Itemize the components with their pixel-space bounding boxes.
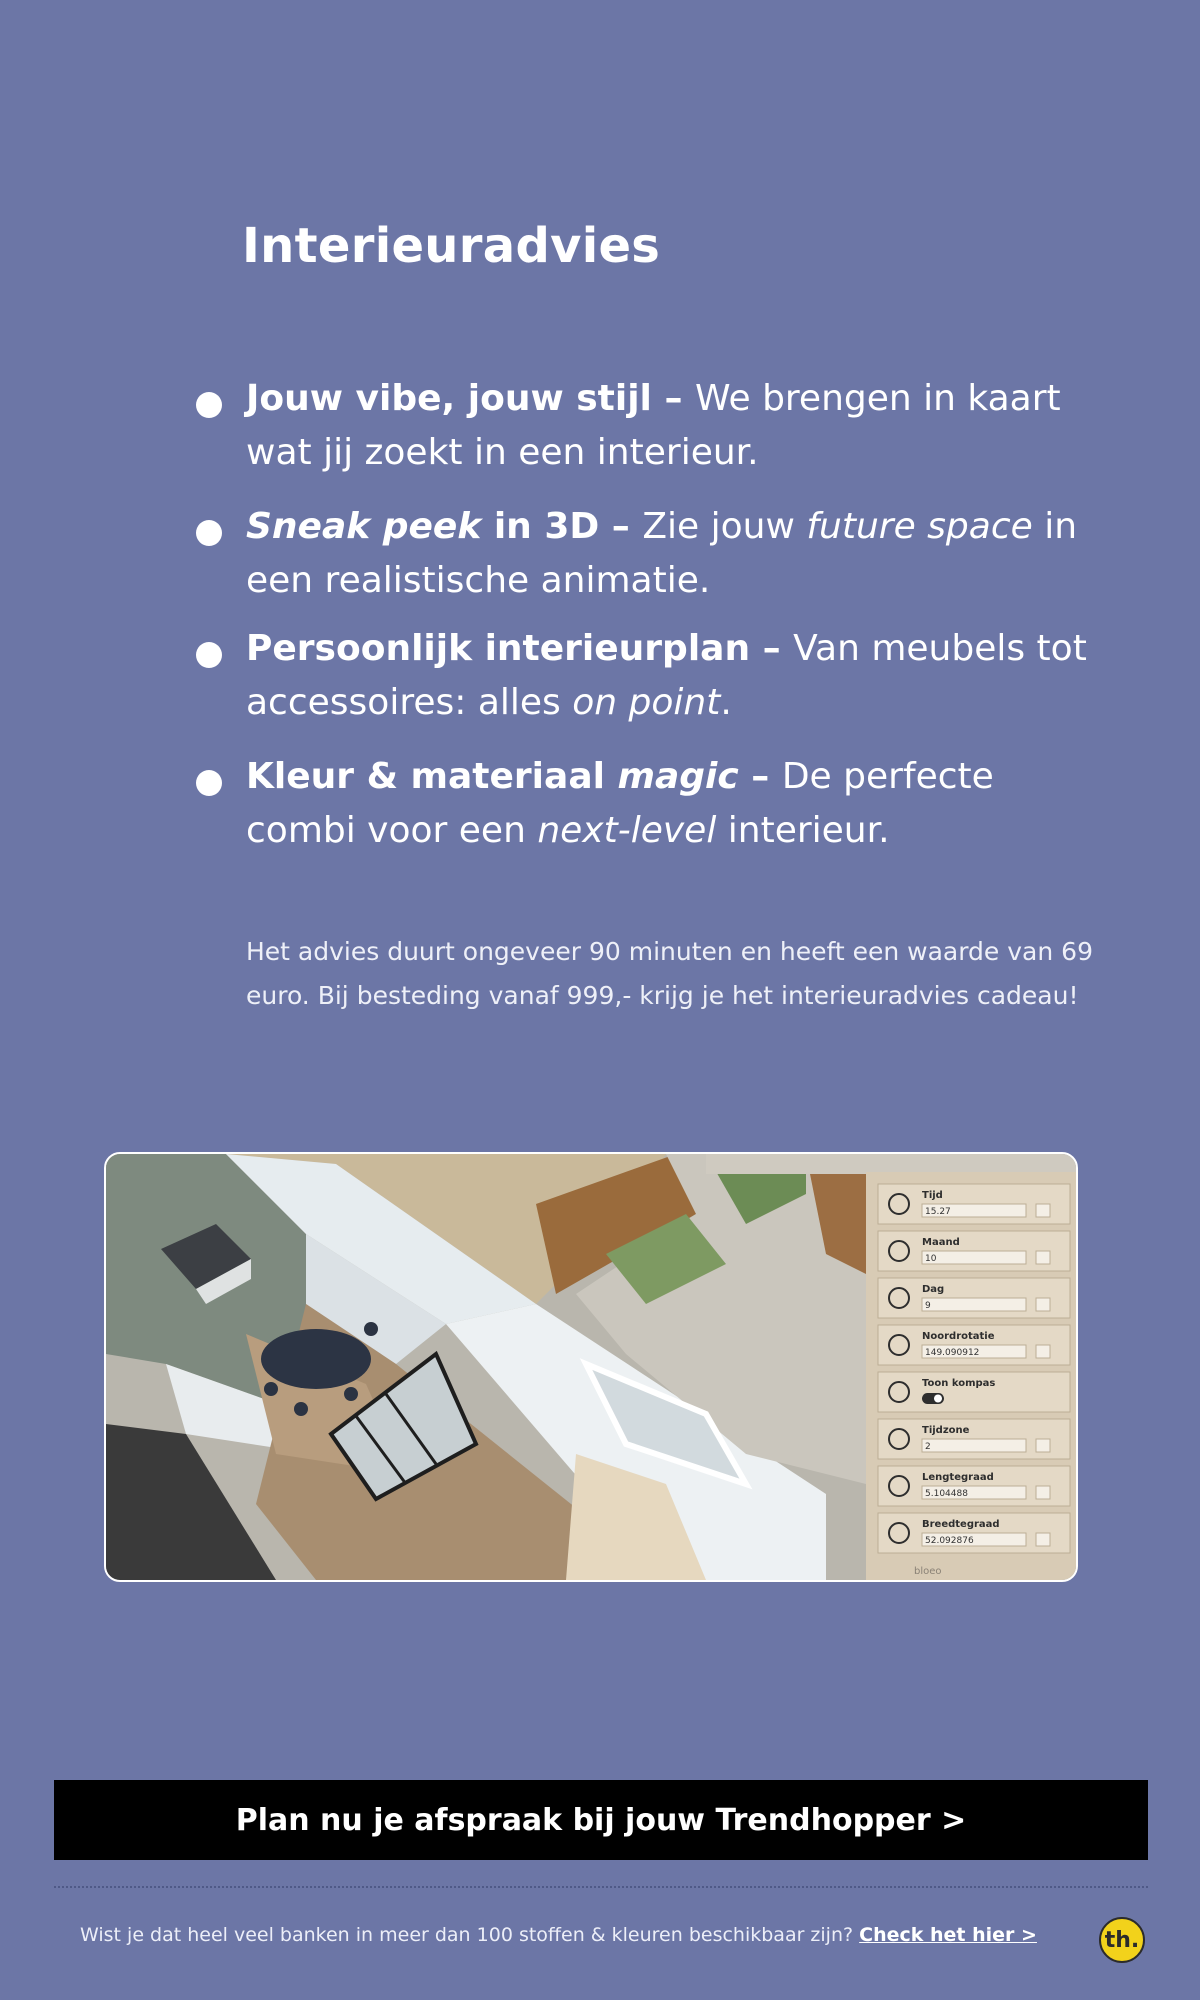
feature-emphasis: next-level xyxy=(537,810,717,851)
render-panel-label: Noordrotatie xyxy=(922,1331,995,1342)
page-title: Interieuradvies xyxy=(242,218,661,274)
feature-dash: – xyxy=(750,628,794,669)
render-panel-arrow xyxy=(1036,1204,1050,1217)
render-panel-value: 5.104488 xyxy=(925,1489,968,1499)
feature-text: Van meubels tot accessoires: alles xyxy=(246,628,1087,723)
render-chair xyxy=(364,1322,378,1336)
feature-dash: – xyxy=(651,378,695,419)
render-panel-value: 2 xyxy=(925,1442,931,1452)
feature-item-plan xyxy=(196,622,1096,730)
plan-appointment-button[interactable]: Plan nu je afspraak bij jouw Trendhopper > xyxy=(54,1780,1148,1860)
feature-text: We brengen in kaart wat jij zoekt in een interieur. xyxy=(246,378,1061,473)
render-panel-footer: bloeo xyxy=(914,1566,942,1577)
render-panel-label: Lengtegraad xyxy=(922,1472,994,1483)
feature-text-rest: interieur. xyxy=(716,810,890,851)
render-panel-field xyxy=(922,1298,1026,1311)
render-panel-label: Breedtegraad xyxy=(922,1519,1000,1530)
render-panel-arrow xyxy=(1036,1533,1050,1546)
trendhopper-logo: th. xyxy=(1099,1917,1145,1963)
feature-dash: – xyxy=(738,756,782,797)
render-toolbar xyxy=(706,1154,1076,1174)
feature-item-vibe xyxy=(196,372,1096,480)
render-chair xyxy=(264,1382,278,1396)
feature-text: De perfecte combi voor een xyxy=(246,756,994,851)
render-panel-field xyxy=(922,1251,1026,1264)
check-here-link[interactable]: Check het hier > xyxy=(859,1924,1037,1946)
render-chair xyxy=(294,1402,308,1416)
render-panel-value: 9 xyxy=(925,1301,931,1311)
feature-text-rest: in een realistische animatie. xyxy=(246,506,1078,601)
feature-title-emphasis: magic xyxy=(617,756,739,797)
footer-message: Wist je dat heel veel banken in meer dan 100 stoffen & kleuren beschikbaar zijn? xyxy=(80,1924,860,1946)
render-panel-label: Tijdzone xyxy=(922,1425,970,1436)
render-panel-arrow xyxy=(1036,1486,1050,1499)
render-panel-arrow xyxy=(1036,1298,1050,1311)
render-panel-label: Dag xyxy=(922,1284,945,1295)
render-panel-label: Toon kompas xyxy=(922,1378,996,1389)
render-panel-value: 15.27 xyxy=(925,1207,951,1217)
render-chair xyxy=(344,1387,358,1401)
feature-emphasis: future space xyxy=(806,506,1033,547)
feature-title: Kleur & materiaal xyxy=(246,756,618,797)
render-panel-value: 52.092876 xyxy=(925,1536,974,1546)
render-panel-arrow xyxy=(1036,1439,1050,1452)
render-panel-value: 10 xyxy=(925,1254,937,1264)
render-panel-value: 149.090912 xyxy=(925,1348,980,1358)
feature-text: Zie jouw xyxy=(642,506,807,547)
feature-title-rest: in 3D – xyxy=(481,506,643,547)
render-panel-arrow xyxy=(1036,1345,1050,1358)
render-panel-label: Tijd xyxy=(922,1190,943,1201)
render-panel-arrow xyxy=(1036,1251,1050,1264)
3d-render-screenshot xyxy=(104,1152,1078,1582)
feature-title: Sneak peek xyxy=(246,506,482,547)
feature-title: Jouw vibe, jouw stijl xyxy=(246,378,652,419)
feature-title: Persoonlijk interieurplan xyxy=(246,628,751,669)
feature-emphasis: on point xyxy=(572,682,721,723)
divider xyxy=(54,1886,1148,1888)
feature-item-3d xyxy=(196,500,1096,608)
advice-note: Het advies duurt ongeveer 90 minuten en heeft een waarde van 69 euro. Bij besteding vanaf 999,- krijg je het interieuradvies cadeau! xyxy=(246,937,1093,1010)
render-dining-table xyxy=(261,1329,371,1389)
render-panel-label: Maand xyxy=(922,1237,960,1248)
feature-text-rest: . xyxy=(720,682,732,723)
feature-list xyxy=(196,372,1096,878)
feature-item-color xyxy=(196,750,1096,858)
render-panel-field xyxy=(922,1439,1026,1452)
footer-info xyxy=(80,1924,1037,1946)
